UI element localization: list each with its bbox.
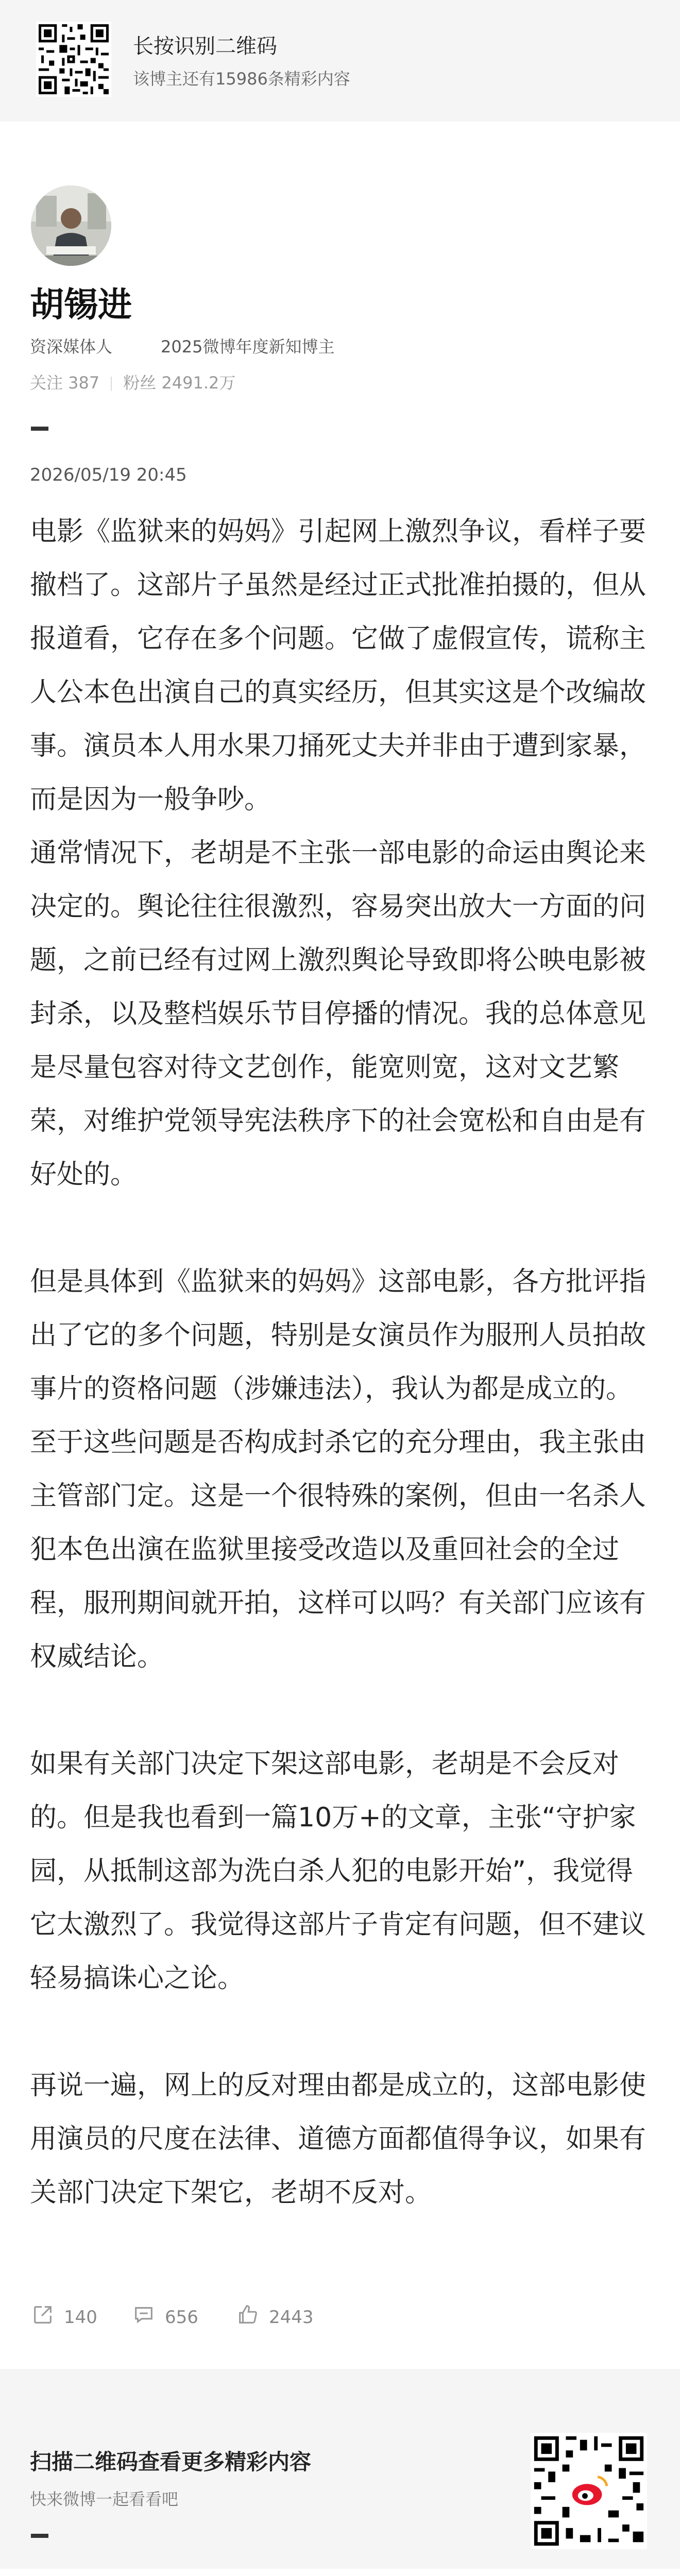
- comment-button[interactable]: [132, 2303, 198, 2331]
- banner-title: 长按识别二维码: [133, 35, 277, 58]
- repost-button[interactable]: [31, 2303, 97, 2331]
- avatar[interactable]: [31, 185, 111, 266]
- paragraph-spacer: [30, 1684, 653, 1737]
- comment-icon: [132, 2303, 165, 2331]
- footer-subtitle: 快来微博一起看看吧: [30, 2489, 179, 2509]
- post-paragraph: 电影《监狱来的妈妈》引起网上激烈争议，看样子要撤档了。这部片子虽然是经过正式批准拍摄的，但从报道看，它存在多个问题。它做了虚假宣传，谎称主人公本色出演自己的真实经历，但其实这是个改编故事。演员本人用水果刀捅死丈夫并非由于遭到家暴，而是因为一般争吵。: [30, 516, 647, 815]
- followers-count[interactable]: 粉丝 2491.2万: [123, 373, 236, 393]
- post-paragraph: 通常情况下，老胡是不主张一部电影的命运由舆论来决定的。舆论往往很激烈，容易突出放大一方面的问题，之前已经有过网上激烈舆论导致即将公映电影被封杀，以及整档娱乐节目停播的情况。我的总体意见是尽量包容对待文艺创作，能宽则宽，这对文艺繁荣，对维护党领导宪法秩序下的社会宽松和自由是有好处的。: [30, 838, 647, 1190]
- paragraph-spacer: [30, 1201, 653, 1255]
- like-icon: [236, 2303, 269, 2331]
- post-date: 2026/05/19 20:45: [30, 465, 187, 485]
- post-body: [30, 505, 653, 2219]
- post-paragraph: 再说一遍，网上的反对理由都是成立的，这部电影使用演员的尺度在法律、道德方面都值得争议，如果有关部门决定下架它，老胡不反对。: [30, 2070, 647, 2208]
- qr-code-icon[interactable]: [531, 2433, 647, 2549]
- section-divider: [31, 427, 48, 431]
- profile-name[interactable]: 胡锡进: [30, 285, 132, 325]
- qr-code-icon[interactable]: [36, 22, 111, 97]
- post-paragraph: 如果有关部门决定下架这部电影，老胡是不会反对的。但是我也看到一篇10万+的文章，主张“守护家园，从抵制这部为洗白杀人犯的电影开始”，我觉得它太激烈了。我觉得这部片子肯定有问题，但不建议轻易搞诛心之论。: [30, 1749, 647, 1994]
- profile-tag-award: 2025微博年度新知博主: [161, 337, 335, 357]
- profile-tag-occupation: 资深媒体人: [30, 337, 113, 357]
- repost-count: 140: [64, 2307, 97, 2328]
- comment-count: 656: [165, 2307, 198, 2328]
- footer-divider: [31, 2534, 48, 2538]
- like-button[interactable]: [236, 2303, 314, 2331]
- following-count[interactable]: 关注 387: [30, 373, 100, 393]
- stats-divider: [111, 377, 112, 391]
- paragraph-spacer: [30, 2005, 653, 2059]
- post-paragraph: 但是具体到《监狱来的妈妈》这部电影，各方批评指出了它的多个问题，特别是女演员作为服刑人员拍故事片的资格问题（涉嫌违法），我认为都是成立的。至于这些问题是否构成封杀它的充分理由，我主张由主管部门定。这是一个很特殊的案例，但由一名杀人犯本色出演在监狱里接受改造以及重回社会的全过程，服刑期间就开拍，这样可以吗？有关部门应该有权威结论。: [30, 1266, 647, 1672]
- profile-stats: [30, 370, 235, 394]
- footer-title: 扫描二维码查看更多精彩内容: [30, 2449, 312, 2475]
- like-count: 2443: [269, 2307, 314, 2328]
- qr-banner-bottom: [0, 2369, 680, 2569]
- banner-subtitle: 该博主还有15986条精彩内容: [133, 69, 350, 89]
- repost-icon: [31, 2303, 64, 2331]
- qr-banner-top: [0, 0, 680, 122]
